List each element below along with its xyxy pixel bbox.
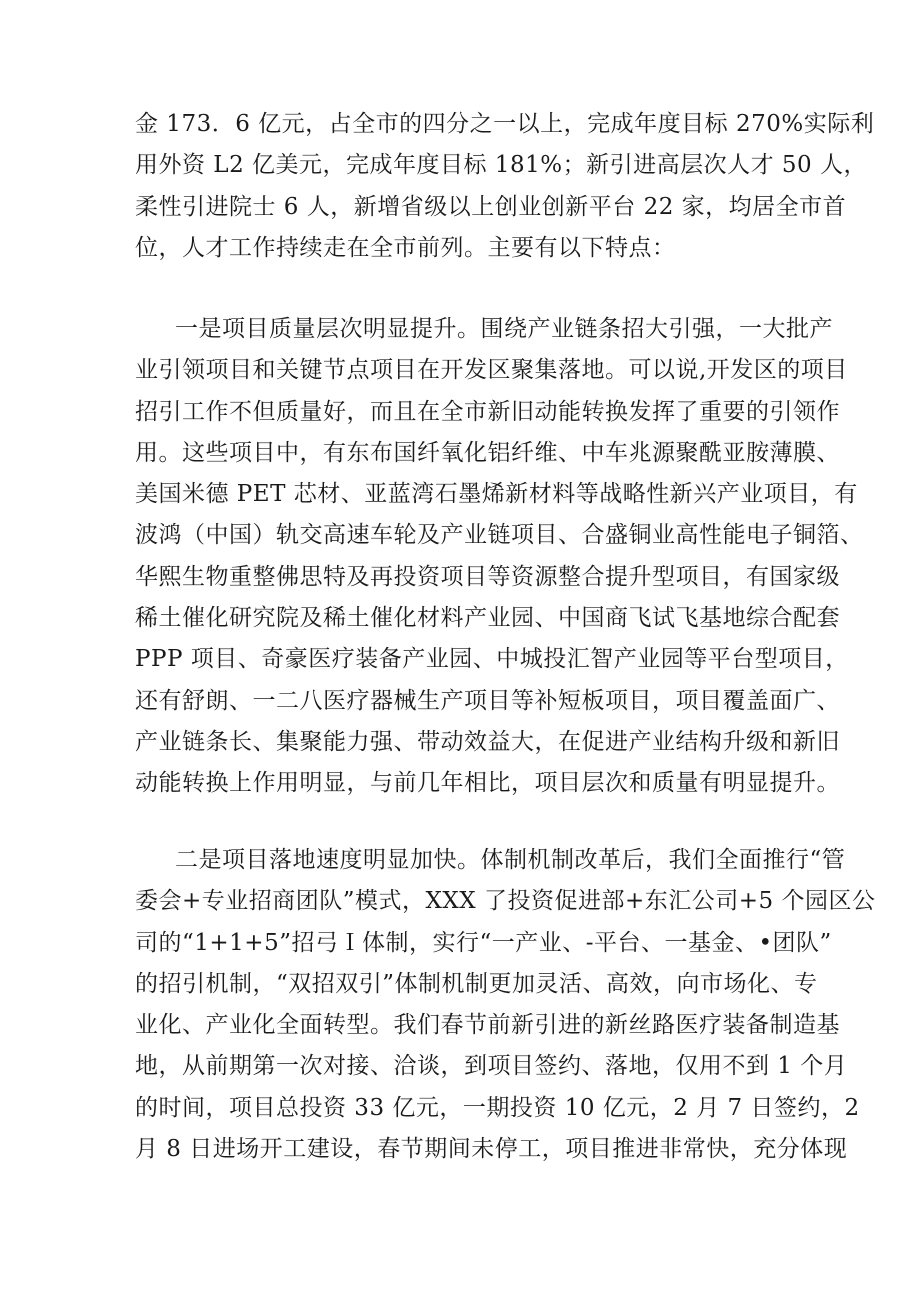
text-line: 产业链条长、集聚能力强、带动效益大，在促进产业结构升级和新旧 xyxy=(135,728,840,755)
text-line: 柔性引进院士 6 人，新增省级以上创业创新平台 22 家，均居全市首 xyxy=(135,193,847,220)
text-line: 一是项目质量层次明显提升。围绕产业链条招大引强，一大批产 xyxy=(175,316,833,342)
text-line: 业引领项目和关键节点项目在开发区聚集落地。可以说,开发区的项目 xyxy=(135,357,848,384)
text-line: 动能转换上作用明显，与前几年相比，项目层次和质量有明显提升。 xyxy=(135,770,840,797)
text-line: 业化、产业化全面转型。我们春节前新引进的新丝路医疗装备制造基 xyxy=(135,1012,840,1039)
text-line: 稀土催化研究院及稀土催化材料产业园、中国商飞试飞基地综合配套 xyxy=(135,605,840,632)
text-line: 位，人才工作持续走在全市前列。主要有以下特点： xyxy=(135,234,676,261)
text-line: 月 8 日进场开工建设，春节期间未停工，项目推进非常快，充分体现 xyxy=(135,1136,848,1163)
text-line: 司的“1+1+5”招弓Ｉ体制，实行“一产业、-平台、一基金、•团队” xyxy=(135,929,832,956)
text-line: 金 173．6 亿元，占全市的四分之一以上，完成年度目标 270%实际利 xyxy=(135,111,875,137)
paragraph-summary xyxy=(135,104,875,269)
text-line: 美国米德 PET 芯材、亚蓝湾石墨烯新材料等战略性新兴产业项目，有 xyxy=(135,481,858,508)
text-line: 地，从前期第一次对接、洽谈，到项目签约、落地，仅用不到 1 个月 xyxy=(135,1053,848,1080)
text-line: 委会+专业招商团队”模式，XXX 了投资促进部+东汇公司+5 个园区公 xyxy=(135,888,876,915)
text-line: 的招引机制，“双招双引”体制机制更加灵活、高效，向市场化、专 xyxy=(135,970,818,997)
text-line: 还有舒朗、一二八医疗器械生产项目等补短板项目，项目覆盖面广、 xyxy=(135,687,840,714)
paragraph-project-quality xyxy=(135,309,864,805)
text-line: 二是项目落地速度明显加快。体制机制改革后，我们全面推行“管 xyxy=(175,847,846,873)
text-line: PPP 项目、奇豪医疗装备产业园、中城投汇智产业园等平台型项目， xyxy=(135,646,849,673)
text-line: 的时间，项目总投资 33 亿元，一期投资 10 亿元，2 月 7 日签约，2 xyxy=(135,1094,860,1121)
paragraph-project-speed xyxy=(135,840,876,1170)
text-line: 波鸿（中国）轨交高速车轮及产业链项目、合盛铜业高性能电子铜箔、 xyxy=(135,522,864,549)
text-line: 华熙生物重整佛思特及再投资项目等资源整合提升型项目，有国家级 xyxy=(135,563,840,590)
text-line: 招引工作不但质量好，而且在全市新旧动能转换发挥了重要的引领作 xyxy=(135,398,840,425)
text-line: 用。这些项目中，有东布国纤氧化铝纤维、中车兆源聚酰亚胺薄膜、 xyxy=(135,439,840,466)
text-line: 用外资 L2 亿美元，完成年度目标 181%；新引进高层次人才 50 人， xyxy=(135,152,867,179)
